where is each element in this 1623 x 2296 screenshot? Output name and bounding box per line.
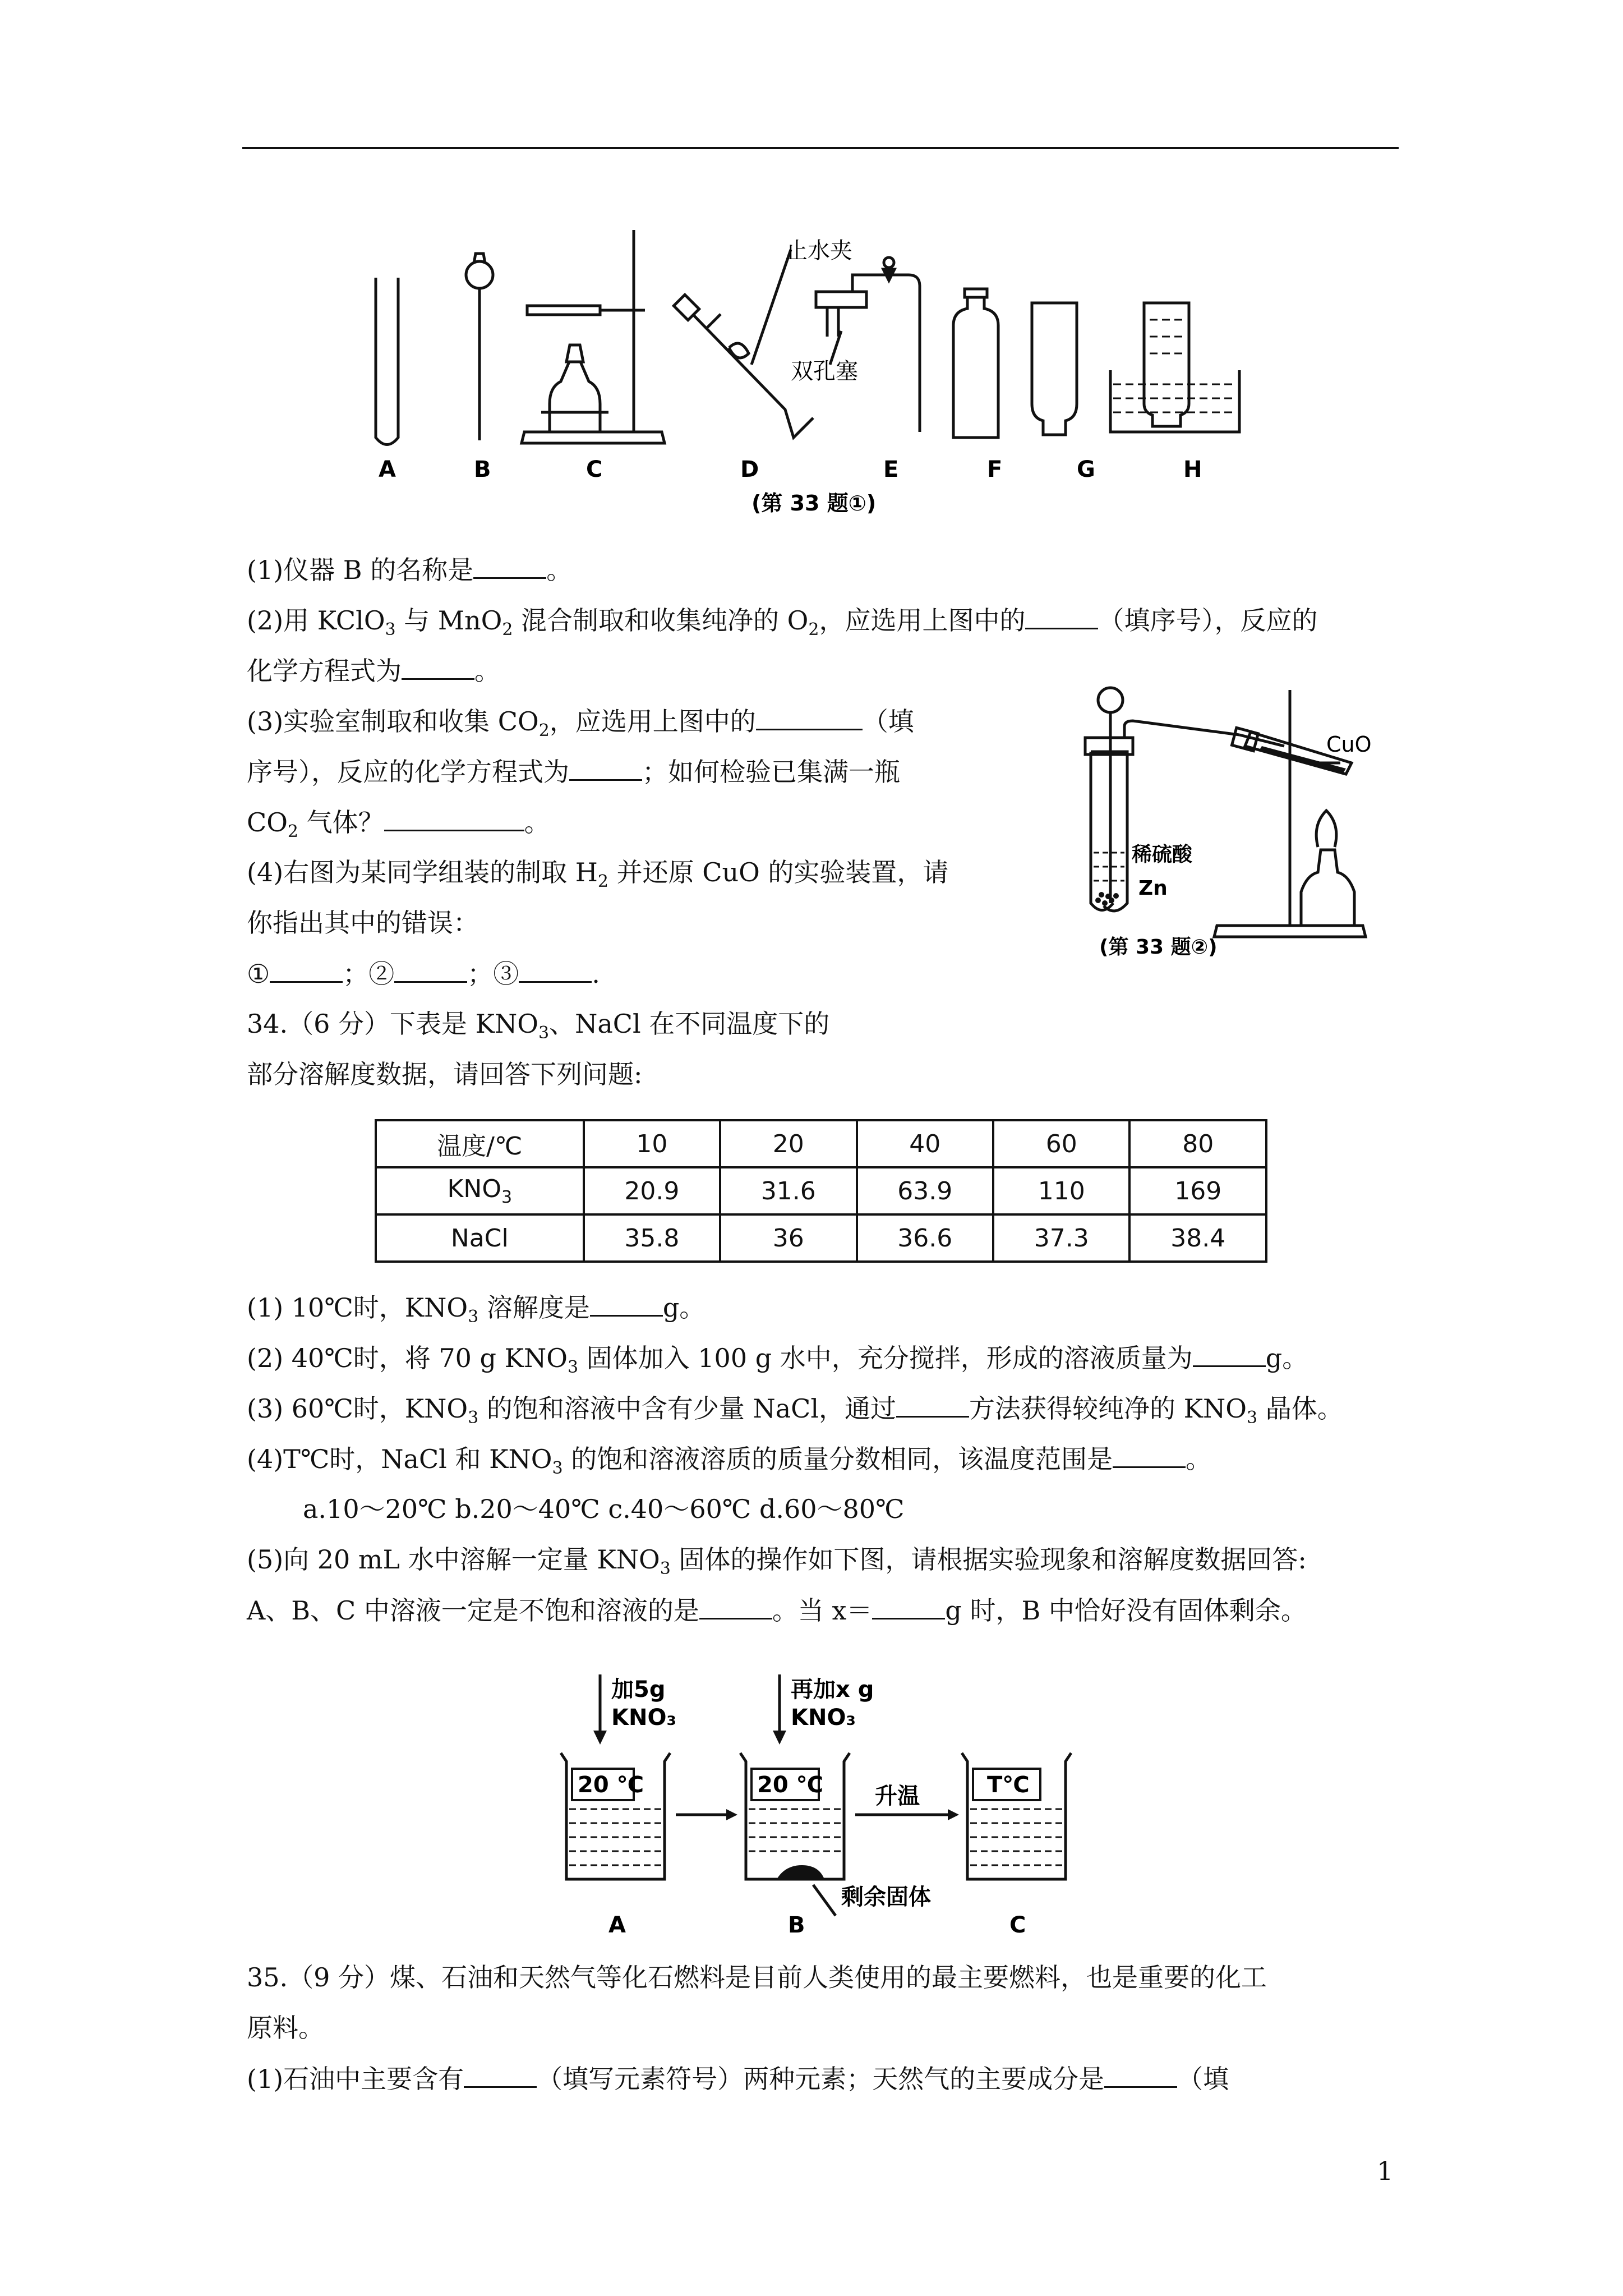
table-cell: $KNO_3$ bbox=[376, 1167, 584, 1214]
table-header-row bbox=[376, 1120, 1266, 1167]
table-cell: 63.9 bbox=[857, 1167, 993, 1214]
temp-b: 20 ℃ bbox=[757, 1772, 824, 1798]
label-zn: Zn bbox=[1138, 877, 1168, 900]
answer-blank[interactable] bbox=[569, 754, 642, 781]
figure-33-1 bbox=[348, 219, 1290, 522]
q33-part3: (3)实验室制取和收集 $CO_2$，应选用上图中的 （填 bbox=[247, 704, 914, 748]
table-cell: 20 bbox=[720, 1120, 856, 1167]
fig1-label-g: G bbox=[1077, 457, 1095, 482]
table-cell: 80 bbox=[1129, 1120, 1266, 1167]
q33-part3-line3: $CO_2$ 气体？ 。 bbox=[247, 805, 550, 849]
q33-part2: (2)用 KClO$_3$ 与 MnO$_2$ 混合制取和收集纯净的 $O_2$，应选用上图中的 （填序号），反应的 bbox=[247, 603, 1317, 647]
temp-c: T℃ bbox=[987, 1772, 1030, 1798]
heat-label: 升温 bbox=[875, 1783, 920, 1809]
fig1-label-c: C bbox=[586, 457, 603, 482]
fig1-label-d: D bbox=[740, 457, 759, 482]
label-acid: 稀硫酸 bbox=[1132, 843, 1193, 866]
q35-sub1: (1)石油中主要含有 （填写元素符号）两种元素；天然气的主要成分是 （填 bbox=[247, 2062, 1229, 2096]
stopper-tube-D bbox=[674, 250, 813, 438]
answer-blank[interactable] bbox=[896, 1391, 969, 1418]
q34-sub3: (3) 60℃时，$KNO_3$ 的饱和溶液中含有少量 NaCl，通过 方法获得较纯净的 $KNO_3$ 晶体。 bbox=[247, 1391, 1343, 1435]
table-cell: 38.4 bbox=[1129, 1214, 1266, 1262]
q33-part4-line3: ① ；② ；③ . bbox=[247, 956, 600, 991]
table-cell: 169 bbox=[1129, 1167, 1266, 1214]
figure-33-2 bbox=[1049, 679, 1396, 959]
table-cell: 110 bbox=[993, 1167, 1129, 1214]
answer-blank[interactable] bbox=[756, 704, 863, 730]
q35-intro-line2: 原料。 bbox=[247, 2013, 324, 2043]
table-cell: 36.6 bbox=[857, 1214, 993, 1262]
table-cell: 40 bbox=[857, 1120, 993, 1167]
label-cuo: CuO bbox=[1326, 732, 1372, 757]
answer-blank[interactable] bbox=[270, 956, 343, 983]
q34-sub5: (5)向 20 mL 水中溶解一定量 $KNO_3$ 固体的操作如下图，请根据实验现象和溶解度数据回答: bbox=[247, 1544, 1307, 1579]
residue-label: 剩余固体 bbox=[841, 1884, 931, 1910]
answer-blank[interactable] bbox=[1113, 1442, 1186, 1468]
table-cell: 20.9 bbox=[584, 1167, 720, 1214]
answer-blank[interactable] bbox=[394, 956, 467, 983]
beaker-label-b: B bbox=[788, 1912, 805, 1938]
table-cell: 31.6 bbox=[720, 1167, 856, 1214]
answer-blank[interactable] bbox=[384, 805, 524, 831]
answer-blank[interactable] bbox=[402, 654, 474, 680]
q33-part1: (1)仪器 B 的名称是 。 bbox=[247, 553, 572, 587]
q34-sub4-options: a.10～20℃ b.20～40℃ c.40～60℃ d.60～80℃ bbox=[303, 1494, 905, 1524]
add1-line1: 加5g bbox=[611, 1677, 666, 1703]
bottle-G bbox=[1032, 303, 1077, 435]
fig1-label-e: E bbox=[883, 457, 899, 482]
q34-sub4: (4)T℃时，NaCl 和 $KNO_3$ 的饱和溶液溶质的质量分数相同，该温度范围是 。 bbox=[247, 1442, 1211, 1485]
q35-intro: 35.（9 分）煤、石油和天然气等化石燃料是目前人类使用的最主要燃料，也是重要的化工 bbox=[247, 1962, 1267, 1993]
answer-blank[interactable] bbox=[473, 553, 546, 579]
figure-dissolving bbox=[555, 1669, 1094, 1938]
header-rule bbox=[242, 147, 1399, 149]
answer-blank[interactable] bbox=[1193, 1341, 1266, 1367]
solubility-table bbox=[375, 1119, 1267, 1263]
iron-stand-C bbox=[522, 230, 665, 443]
answer-blank[interactable] bbox=[1025, 603, 1098, 629]
add2-line1: 再加x g bbox=[791, 1677, 874, 1703]
q34-sub1: (1) 10℃时，$KNO_3$ 溶解度是 g。 bbox=[247, 1290, 705, 1334]
table-cell: 37.3 bbox=[993, 1214, 1129, 1262]
page-number: 1 bbox=[1377, 2156, 1394, 2186]
table-cell: NaCl bbox=[376, 1214, 584, 1262]
answer-blank[interactable] bbox=[872, 1593, 945, 1619]
beaker-label-a: A bbox=[608, 1912, 626, 1938]
temp-a: 20 ℃ bbox=[578, 1772, 644, 1798]
add2-line2: KNO₃ bbox=[791, 1705, 856, 1731]
q34-sub5-line2: A、B、C 中溶液一定是不饱和溶液的是 。当 x＝ g 时，B 中恰好没有固体剩余。 bbox=[247, 1593, 1307, 1627]
fig1-label-b: B bbox=[474, 457, 491, 482]
table-row bbox=[376, 1167, 1266, 1214]
q33-part2-line2: 化学方程式为 。 bbox=[247, 654, 500, 688]
table-row bbox=[376, 1214, 1266, 1262]
fig1-caption: (第 33 题①) bbox=[751, 491, 877, 516]
q33-part4: (4)右图为某同学组装的制取 $H_2$ 并还原 CuO 的实验装置，请 bbox=[247, 857, 949, 892]
funnel-B bbox=[466, 261, 493, 288]
fig1-label-f: F bbox=[987, 457, 1003, 482]
label-stopper: 双孔塞 bbox=[791, 358, 858, 384]
answer-blank[interactable] bbox=[464, 2062, 537, 2088]
bottle-F bbox=[953, 297, 998, 438]
beaker-label-c: C bbox=[1009, 1912, 1026, 1938]
fig2-caption: (第 33 题②) bbox=[1099, 936, 1218, 959]
fig1-label-h: H bbox=[1183, 457, 1202, 482]
table-cell: 10 bbox=[584, 1120, 720, 1167]
answer-blank[interactable] bbox=[699, 1593, 772, 1619]
table-cell: 36 bbox=[720, 1214, 856, 1262]
bent-tube-E bbox=[816, 257, 920, 432]
label-stopcock: 止水夹 bbox=[785, 238, 852, 264]
q33-part3-line2: 序号），反应的化学方程式为 ；如何检验已集满一瓶 bbox=[247, 754, 900, 789]
q34-intro: 34.（6 分）下表是 $KNO_3$、NaCl 在不同温度下的 bbox=[247, 1009, 830, 1043]
answer-blank[interactable] bbox=[519, 956, 592, 983]
add1-line2: KNO₃ bbox=[611, 1705, 676, 1731]
answer-blank[interactable] bbox=[1104, 2062, 1177, 2088]
test-tube-A bbox=[376, 278, 398, 445]
q34-intro-line2: 部分溶解度数据，请回答下列问题: bbox=[247, 1059, 643, 1089]
answer-blank[interactable] bbox=[590, 1290, 663, 1317]
table-cell: 60 bbox=[993, 1120, 1129, 1167]
table-cell: 35.8 bbox=[584, 1214, 720, 1262]
q34-sub2: (2) 40℃时，将 70 g $KNO_3$ 固体加入 100 g 水中，充分搅拌，形成的溶液质量为 g。 bbox=[247, 1341, 1308, 1384]
q33-part4-line2: 你指出其中的错误： bbox=[247, 908, 479, 938]
table-cell: 温度/℃ bbox=[376, 1120, 584, 1167]
fig1-label-a: A bbox=[379, 457, 396, 482]
